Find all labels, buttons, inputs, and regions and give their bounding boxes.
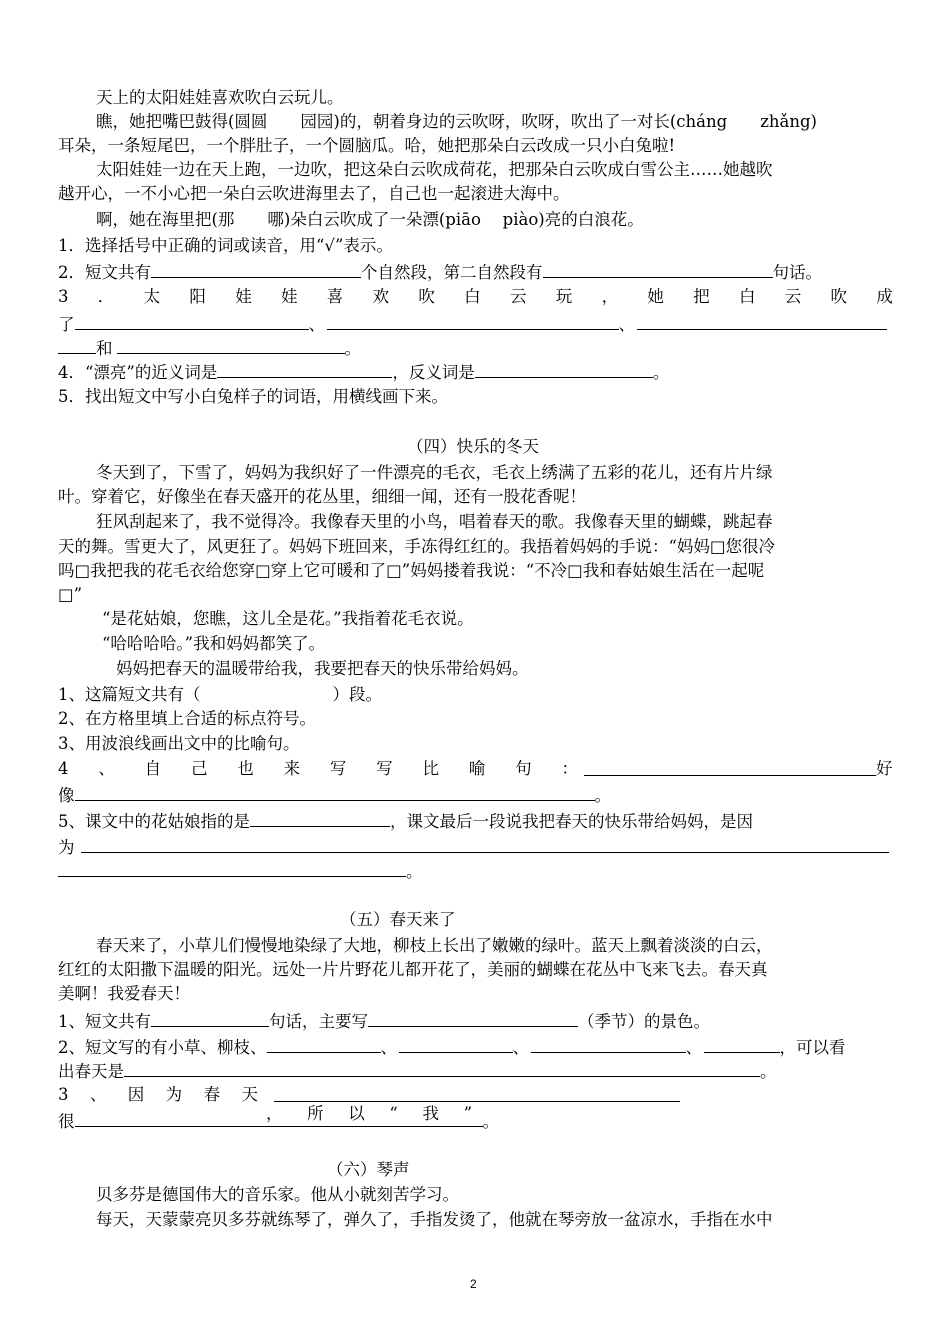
question-char: 春 [203,1085,221,1104]
question-char: 3 [58,287,69,306]
question-char: 太 [143,287,161,306]
question-3-answer-line: 了 、 、 [58,311,893,337]
question-char: 娃 [280,287,298,306]
answer-blank[interactable] [368,1008,578,1027]
paragraph-line: 越开心，一不小心把一朵白云吹进海里去了，自己也一起滚进大海中。 [58,184,570,203]
question-5-answer-line: 。 [58,858,893,884]
question-5-answer-line: 为 [58,834,893,860]
question-char: “ [389,1104,398,1123]
paragraph-line: 吗□我把我的花毛衣给您穿□穿上它可暖和了□”妈妈搂着我说：“不冷□我和春姑娘生活在一起呢 [58,561,765,580]
answer-blank[interactable] [274,1083,680,1102]
question-char: 以 [348,1104,365,1123]
question-char: 白 [738,287,756,306]
question-char: 喜 [326,287,344,306]
section-title: （六）琴声 [327,1160,410,1179]
paragraph-line: 天的舞。雪更大了，风更狂了。妈妈下班回来，手冻得红红的。我捂着妈妈的手说：“妈妈□您很冷 [58,537,776,556]
question-char: 玩 [555,287,573,306]
question-char: 为 [165,1085,183,1104]
paragraph-line: “是花姑娘，您瞧，这儿全是花。”我指着花毛衣说。 [102,609,474,628]
answer-blank[interactable] [124,1058,760,1077]
paragraph-line: 春天来了，小草儿们慢慢地染绿了大地，柳枝上长出了嫩嫩的绿叶。蓝天上飘着淡淡的白云， [96,936,773,955]
question-2: 2、在方格里填上合适的标点符号。 [58,709,316,728]
question-5: 5．找出短文中写小白兔样子的词语，用横线画下来。 [58,387,448,406]
question-char: 我 [422,1104,439,1123]
question-5: 5、课文中的花姑娘指的是 ，课文最后一段说我把春天的快乐带给妈妈，是因 [58,808,893,834]
question-3: 3、用波浪线画出文中的比喻句。 [58,734,300,753]
answer-blank[interactable] [58,335,96,354]
question-char: 写 [329,759,347,778]
page-number: 2 [470,1277,477,1291]
question-1: 1、这篇短文共有（ ）段。 [58,685,382,704]
question-char: 云 [784,287,802,306]
question-char: 白 [464,287,481,306]
question-char: 己 [190,759,208,778]
paragraph-line: 贝多芬是德国伟大的音乐家。他从小就刻苦学习。 [96,1185,459,1204]
answer-blank[interactable] [151,1008,269,1027]
question-char: ” [463,1104,472,1123]
question-2: 2．短文共有 个自然段，第二自然段有 句话。 [58,259,893,285]
paragraph-line: 太阳娃娃一边在天上跑，一边吹，把这朵白云吹成荷花，把那朵白云吹成白雪公主……她越吹 [96,160,773,179]
paragraph-line: 叶。穿着它，好像坐在春天盛开的花丛里，细细一闻，还有一股花香呢！ [58,487,586,506]
question-char: 云 [509,287,527,306]
paragraph-line: 狂风刮起来了，我不觉得冷。我像春天里的小鸟，唱着春天的歌。我像春天里的蝴蝶，跳起春 [96,512,773,531]
question-char: 天 [241,1085,258,1104]
question-char: ， [266,1104,283,1123]
question-char: ： [561,759,578,778]
section-title: （四）快乐的冬天 [407,437,539,456]
paragraph-line: 瞧，她把嘴巴鼓得(圆圆 园园)的，朝着身边的云吹呀，吹呀，吹出了一对长(cháng zhǎng) [96,112,817,131]
question-char: 句 [515,759,532,778]
paragraph-line: 天上的太阳娃娃喜欢吹白云玩儿。 [96,88,344,107]
paragraph-line: 耳朵，一条短尾巴，一个胖肚子，一个圆脑瓜。哈，她把那朵白云改成一只小白兔啦! [58,136,676,155]
answer-blank[interactable] [81,834,889,853]
question-char: 吹 [830,287,848,306]
question-char: 阳 [189,287,206,306]
answer-blank[interactable] [151,259,361,278]
question-char: 所 [307,1104,324,1123]
answer-blank[interactable] [399,1034,513,1053]
paragraph-line: 啊，她在海里把(那 哪)朵白云吹成了一朵漂(piāo piào)亮的白浪花。 [96,210,644,229]
answer-blank[interactable] [327,311,619,330]
paragraph-line: “哈哈哈哈。”我和妈妈都笑了。 [102,634,326,653]
question-char: ， [601,287,619,306]
question-4-line: 4 、 自 己 也 来 写 写 比 喻 句 ： 好 [58,757,893,781]
question-3-line [58,285,893,309]
question-2: 2、短文写的有小草、柳枝、 、 、 、 ，可以看 [58,1034,893,1060]
answer-blank[interactable] [584,757,876,776]
question-3-answer-line: 和 。 [58,335,893,361]
paragraph-line: 美啊！我爱春天！ [58,984,190,1003]
answer-blank[interactable] [75,311,309,330]
question-char: 、 [98,759,115,778]
question-3-answer-line: 很 。 [58,1108,893,1134]
question-char: 也 [237,759,254,778]
answer-blank[interactable] [267,1034,381,1053]
answer-blank[interactable] [637,311,887,330]
answer-blank[interactable] [531,1034,686,1053]
question-char: 她 [647,287,664,306]
paragraph-line: 冬天到了，下雪了，妈妈为我织好了一件漂亮的毛衣，毛衣上绣满了五彩的花儿，还有片片绿 [96,463,773,482]
section-title: （五）春天来了 [340,910,456,929]
answer-blank[interactable] [543,259,773,278]
question-char: 把 [693,287,710,306]
answer-blank[interactable] [475,359,653,378]
answer-blank[interactable] [75,1108,483,1127]
question-char: 自 [144,759,162,778]
question-char: 写 [376,759,393,778]
answer-blank[interactable] [217,359,392,378]
question-char: 来 [283,759,301,778]
question-char: 4 [58,759,69,778]
question-char: 比 [422,759,439,778]
question-char: 成 [876,287,893,306]
question-char: 吹 [418,287,435,306]
paragraph-line: □” [58,585,83,604]
question-4-answer-line: 像 。 [58,782,893,808]
answer-blank[interactable] [704,1034,780,1053]
question-char: ． [97,287,115,306]
question-1: 1、短文共有 句话，主要写 （季节）的景色。 [58,1008,893,1034]
question-char: 因 [127,1085,145,1104]
question-char: 3 [58,1085,69,1104]
question-1: 1．选择括号中正确的词或读音，用“√”表示。 [58,236,393,255]
paragraph-line: 每天，天蒙蒙亮贝多芬就练琴了，弹久了，手指发烫了，他就在琴旁放一盆凉水，手指在水中 [96,1210,773,1229]
question-char: 娃 [235,287,252,306]
answer-blank[interactable] [117,335,345,354]
question-2-answer-line: 出春天是 。 [58,1058,893,1084]
question-char: 喻 [468,759,486,778]
question-4: 4．“漂亮”的近义词是 ，反义词是 。 [58,359,893,385]
paragraph-line: 妈妈把春天的温暖带给我，我要把春天的快乐带给妈妈。 [116,659,529,678]
question-char: 欢 [372,287,390,306]
question-char: 、 [89,1085,107,1104]
paragraph-line: 红红的太阳撒下温暖的阳光。远处一片片野花儿都开花了，美丽的蝴蝶在花丛中飞来飞去。春天真 [58,960,768,979]
answer-blank[interactable] [58,858,406,877]
answer-blank[interactable] [75,782,595,801]
answer-blank[interactable] [250,808,390,827]
